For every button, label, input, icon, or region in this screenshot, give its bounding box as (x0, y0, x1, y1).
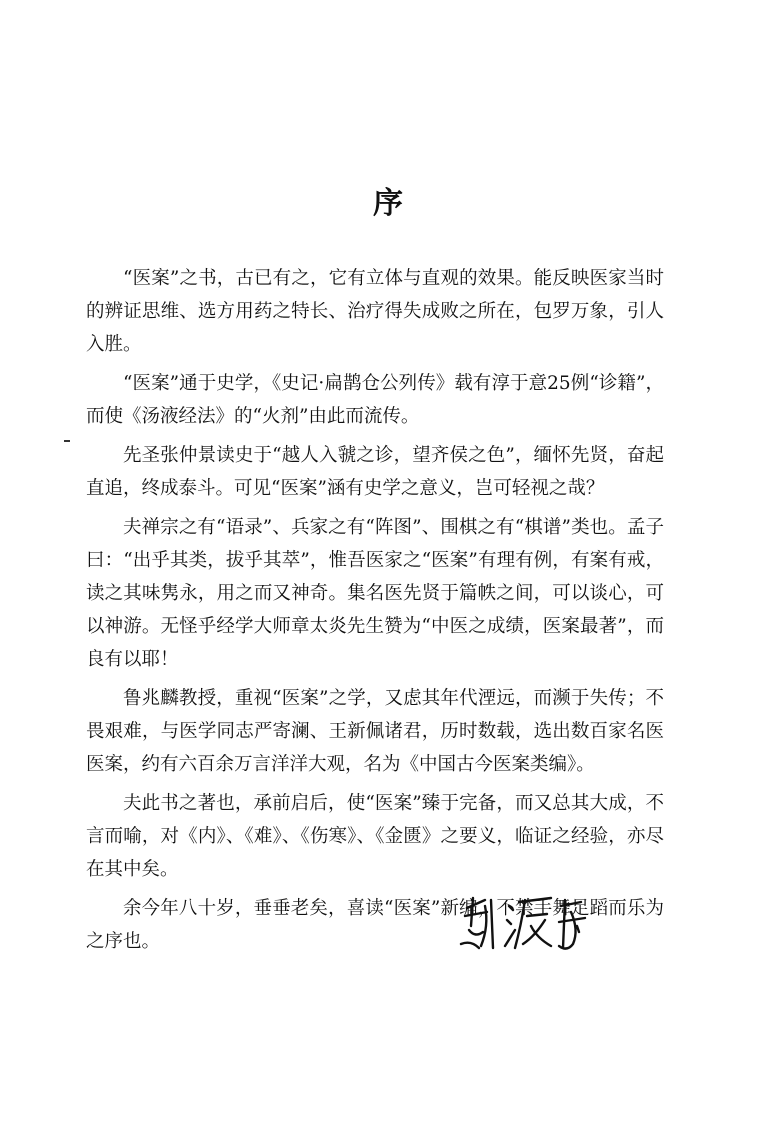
paragraph-6: 夫此书之著也，承前启后，使“医案”臻于完备，而又总其大成，不言而喻，对《内》、《难》、《伤寒》、《金匮》之要义，临证之经验，亦尽在其中矣。 (86, 793, 664, 880)
paragraph-3: 先圣张仲景读史于“越人入虢之诊，望齐侯之色”，缅怀先贤，奋起直追，终成泰斗。可见“医案”涵有史学之意义，岂可轻视之哉？ (86, 445, 664, 499)
paragraph-7: 余今年八十岁，垂垂老矣，喜读“医案”新编，不禁手舞足蹈而乐为之序也。 (86, 898, 664, 952)
paragraph-5: 鲁兆麟教授，重视“医案”之学，又虑其年代湮远，而濒于失传；不畏艰难，与医学同志严寄澜、王新佩诸君，历时数载，选出数百家名医医案，约有六百余万言洋洋大观，名为《中国古今医案类编》。 (86, 688, 664, 775)
paragraph-4: 夫禅宗之有“语录”、兵家之有“阵图”、围棋之有“棋谱”类也。孟子曰：“出乎其类，拔乎其萃”，惟吾医家之“医案”有理有例，有案有戒，读之其味隽永，用之而又神奇。集名医先贤于篇帙之间，可以谈心，可以神游。无怪乎经学大师章太炎先生赞为“中医之成绩，医案最著”，而良有以耶！ (86, 517, 664, 670)
preface-body (86, 262, 664, 964)
paragraph-2: “医案”通于史学，《史记·扁鹊仓公列传》载有淳于意25例“诊籍”，而使《汤液经法》的“火剂”由此而流传。 (86, 373, 664, 427)
paragraph-1: “医案”之书，古已有之，它有立体与直观的效果。能反映医家当时的辨证思维、选方用药之特长、治疗得失成败之所在，包罗万象，引人入胜。 (86, 268, 664, 355)
page-title: 序 (373, 186, 405, 221)
scan-mark (64, 440, 70, 442)
handwritten-signature (455, 886, 595, 976)
